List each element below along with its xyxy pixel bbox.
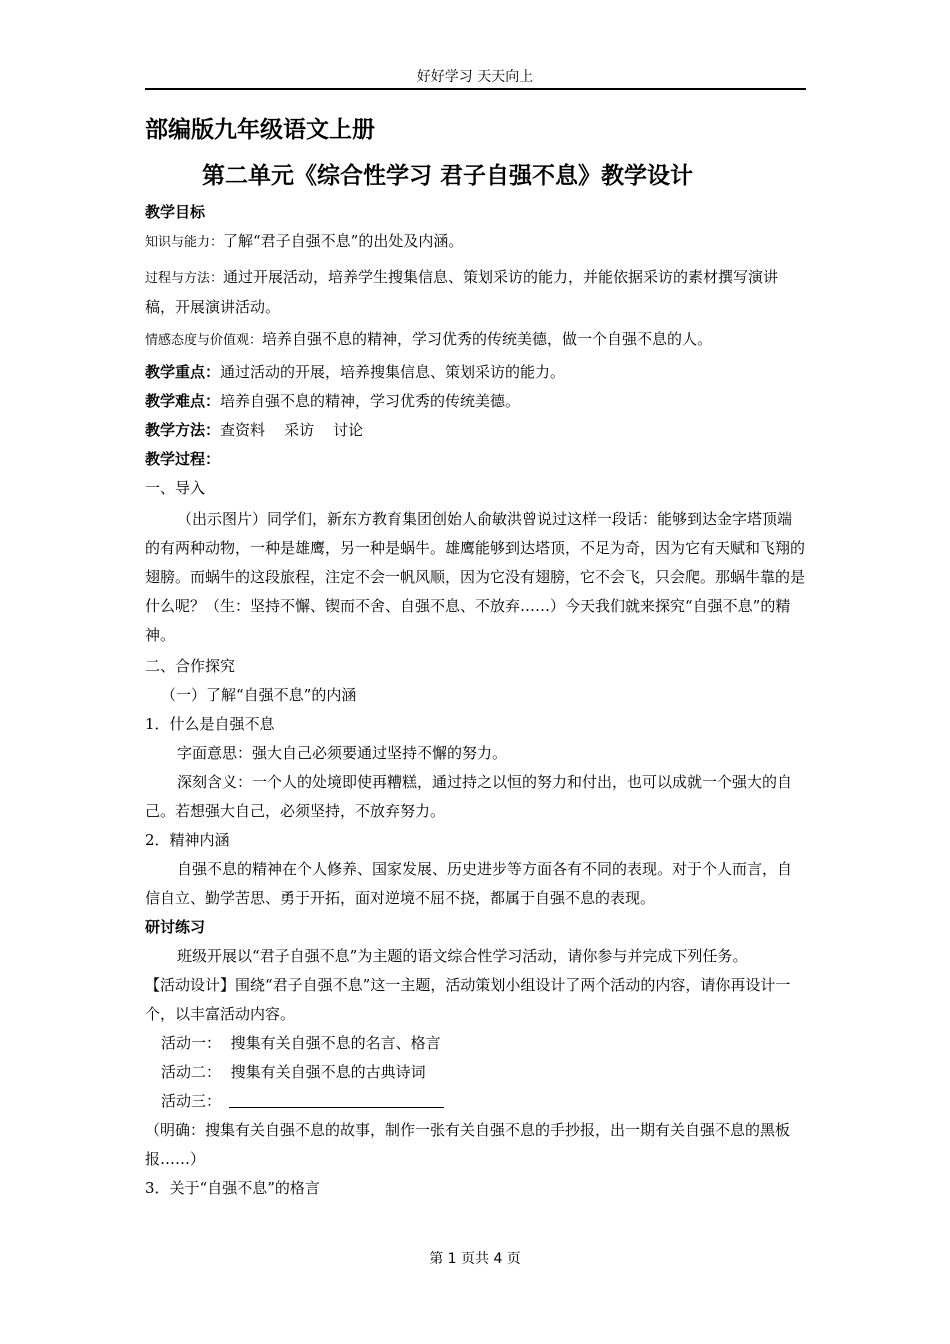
doc-subtitle: 第二单元《综合性学习 君子自强不息》教学设计 [202,163,694,189]
document-body [145,112,806,1203]
deep-meaning: 深刻含义：一个人的处境即使再糟糕，通过持之以恒的努力和付出，也可以成就一个强大的自己。若想强大自己，必须坚持，不放弃努力。 [145,773,793,820]
section2-item3: 3．关于“自强不息”的格言 [145,1179,320,1197]
activity-design: 【活动设计】围绕“君子自强不息”这一主题，活动策划小组设计了两个活动的内容，请你再设计一个，以丰富活动内容。 [145,976,791,1023]
activity-answer: （明确：搜集有关自强不息的故事，制作一张有关自强不息的手抄报，出一期有关自强不息的黑板报……） [145,1121,791,1168]
exercise-heading: 研讨练习 [145,918,206,936]
answer-blank[interactable] [229,1091,444,1108]
section2-item2: 2．精神内涵 [145,831,230,849]
header-divider [145,88,806,90]
activity-two: 活动二： 搜集有关自强不息的古典诗词 [161,1063,426,1081]
section2-sub1: （一）了解“自强不息”的内涵 [161,686,357,704]
section2-heading: 二、合作探究 [145,657,236,675]
teaching-process-heading: 教学过程： [145,450,221,468]
exercise-intro: 班级开展以“君子自强不息”为主题的语文综合性学习活动，请你参与并完成下列任务。 [177,947,748,965]
teaching-method: 教学方法：查资料 采访 讨论 [145,421,364,439]
section1-paragraph: （出示图片）同学们，新东方教育集团创始人俞敏洪曾说过这样一段话：能够到达金字塔顶端的有两种动物，一种是雄鹰，另一种是蜗牛。雄鹰能够到达塔顶，不足为奇，因为它有天赋和飞翔的翅膀。而蜗牛的这段旅程，注定不会一帆风顺，因为它没有翅膀，它不会飞，只会爬。那蜗牛靠的是什么呢？（生：坚持不懈、锲而不舍、自强不息、不放弃……）今天我们就来探究“自强不息”的精神。 [145,510,806,644]
activity-one: 活动一： 搜集有关自强不息的名言、格言 [161,1034,441,1052]
page-header: 好好学习 天天向上 [416,69,534,85]
spirit-paragraph: 自强不息的精神在个人修养、国家发展、历史进步等方面各有不同的表现。对于个人而言，自信自立、勤学苦思、勇于开拓，面对逆境不屈不挠，都属于自强不息的表现。 [145,860,793,907]
literal-meaning: 字面意思：强大自己必须要通过坚持不懈的努力。 [177,744,508,762]
doc-title: 部编版九年级语文上册 [145,117,375,143]
activity-three: 活动三： [145,1087,806,1116]
teaching-difficulty: 教学难点：培养自强不息的精神，学习优秀的传统美德。 [145,392,521,410]
teaching-focus: 教学重点：通过活动的开展，培养搜集信息、策划采访的能力。 [145,363,566,381]
objective-process: 过程与方法：通过开展活动，培养学生搜集信息、策划采访的能力，并能依据采访的素材撰写演讲稿，开展演讲活动。 [145,268,779,316]
objective-knowledge: 知识与能力：了解“君子自强不息”的出处及内涵。 [145,232,464,250]
page-footer: 第 1 页共 4 页 [429,1251,521,1267]
objective-emotion: 情感态度与价值观：培养自强不息的精神，学习优秀的传统美德，做一个自强不息的人。 [145,330,713,348]
objectives-heading: 教学目标 [145,203,206,221]
section1-heading: 一、导入 [145,479,206,497]
section2-item1: 1．什么是自强不息 [145,715,275,733]
